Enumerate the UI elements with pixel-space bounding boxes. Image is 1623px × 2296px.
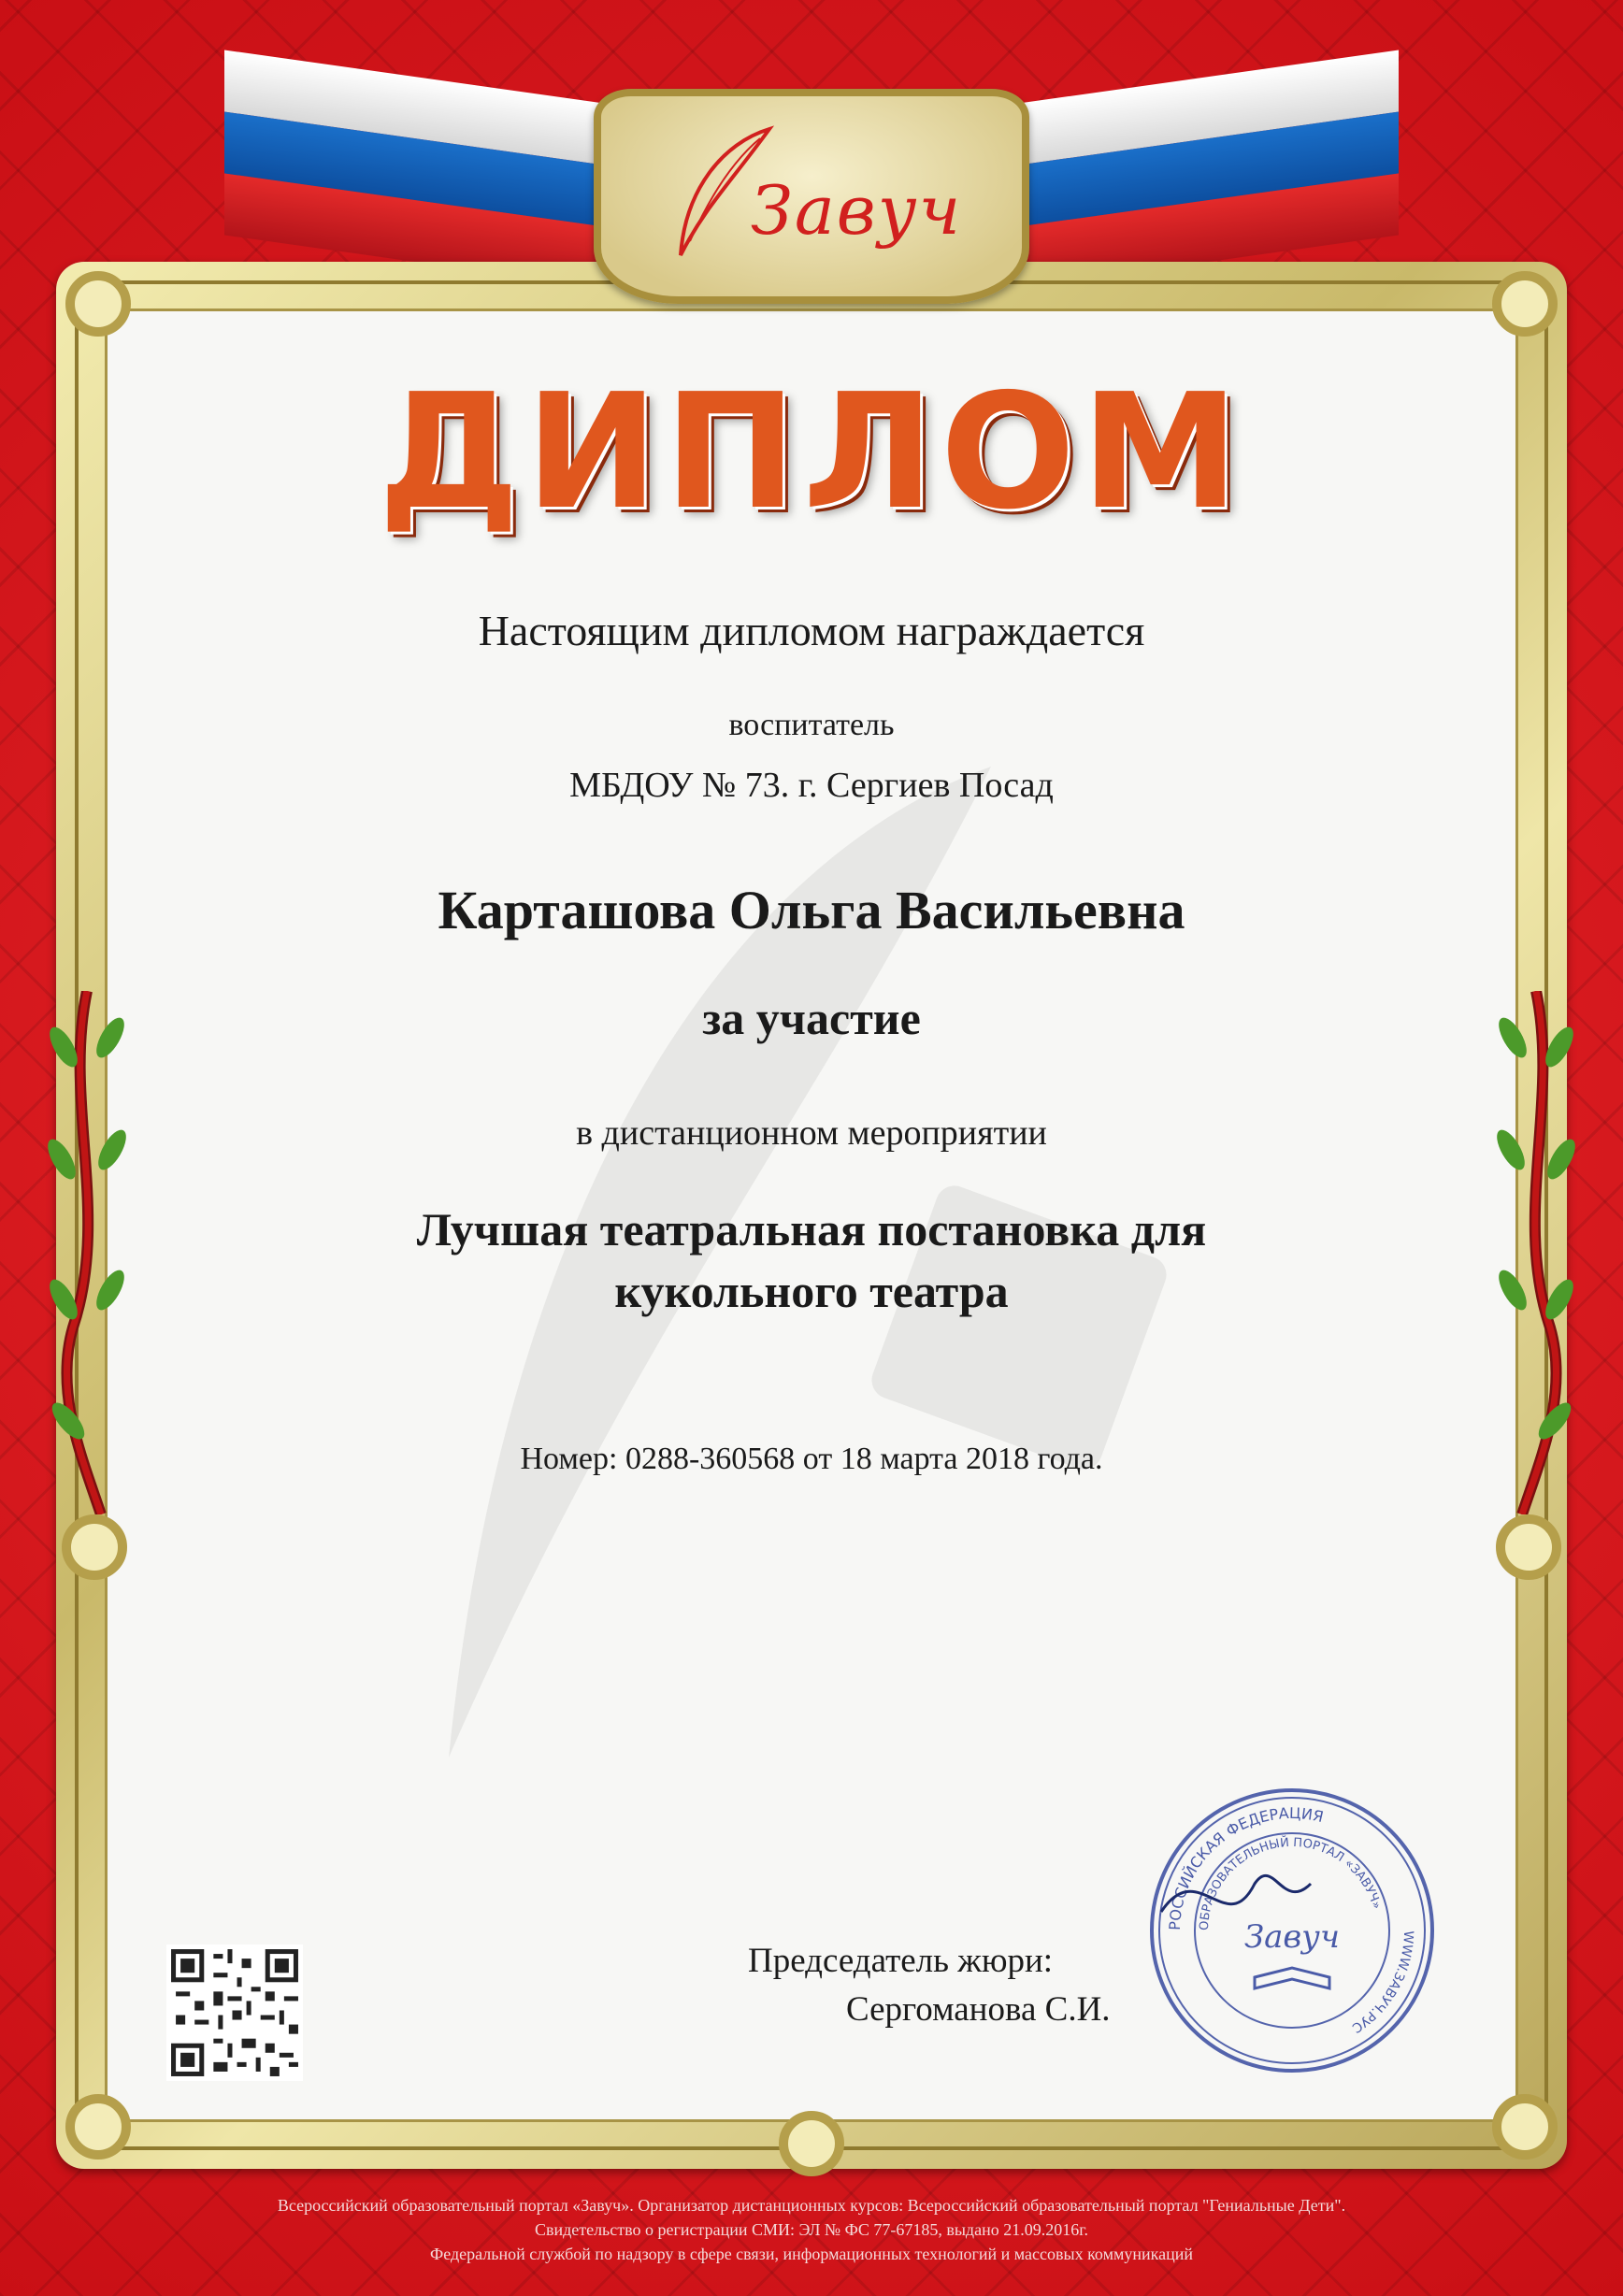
side-ornament <box>62 1514 127 1580</box>
laurel-branch-icon <box>1494 991 1578 1514</box>
award-reason: за участие <box>702 992 921 1044</box>
stamp-seal-icon <box>1142 1781 1442 2080</box>
jury-chair-role: Председатель жюри: <box>748 1942 1054 1980</box>
diploma-number: Номер: 0288-360568 от 18 марта 2018 года. <box>520 1442 1103 1476</box>
event-kind: в дистанционном мероприятии <box>576 1113 1047 1153</box>
logo-emblem <box>594 89 1029 304</box>
recipient-position: воспитатель <box>728 708 895 742</box>
side-ornament <box>1496 1514 1561 1580</box>
stamp-inner-text: ОБРАЗОВАТЕЛЬНЫЙ ПОРТАЛ «ЗАВУЧ» <box>1197 1835 1384 1931</box>
corner-ornament <box>1492 271 1558 337</box>
recipient-name: Карташова Ольга Васильевна <box>438 880 1185 940</box>
page-title: ДИПЛОМ <box>378 360 1245 545</box>
stamp-outer-text: РОССИЙСКАЯ ФЕДЕРАЦИЯ <box>1165 1803 1326 1931</box>
jury-chair-name: Сергоманова С.И. <box>846 1990 1111 2029</box>
recipient-organization: МБДОУ № 73. г. Сергиев Посад <box>569 766 1054 805</box>
svg-text:ОБРАЗОВАТЕЛЬНЫЙ ПОРТАЛ «ЗАВУЧ» <box>1198 1835 1384 1930</box>
event-title: Лучшая театральная постановка для кукольного театра <box>416 1203 1207 1317</box>
corner-ornament <box>65 271 131 337</box>
corner-ornament <box>65 2094 131 2160</box>
awarded-line: Настоящим дипломом награждается <box>478 607 1145 654</box>
jury-chair-block <box>748 1937 1111 2034</box>
stamp-logo-text: Завуч <box>1243 1918 1341 1956</box>
svg-text:WWW.ЗАВУЧ.РУС <box>1349 1930 1415 2035</box>
bottom-ornament <box>779 2111 844 2176</box>
footer-line-3: Федеральной службой по надзору в сфере связи, информационных технологий и массовых коммуникаций <box>429 2245 1193 2263</box>
stamp-site-text: WWW.ЗАВУЧ.РУС <box>1348 1930 1416 2036</box>
laurel-branch-icon <box>45 991 129 1514</box>
footer-line-2: Свидетельство о регистрации СМИ: ЭЛ № ФС 77-67185, выдано 21.09.2016г. <box>534 2220 1089 2239</box>
svg-text:РОССИЙСКАЯ ФЕДЕРАЦИЯ <box>1166 1804 1325 1930</box>
qr-code-icon <box>166 1944 303 2081</box>
corner-ornament <box>1492 2094 1558 2160</box>
logo-text: Завуч <box>751 171 963 250</box>
footer <box>0 2193 1623 2266</box>
footer-line-1: Всероссийский образовательный портал «Завуч». Организатор дистанционных курсов: Всероссийский образовательный портал "Гениальные Дети". <box>277 2196 1346 2215</box>
